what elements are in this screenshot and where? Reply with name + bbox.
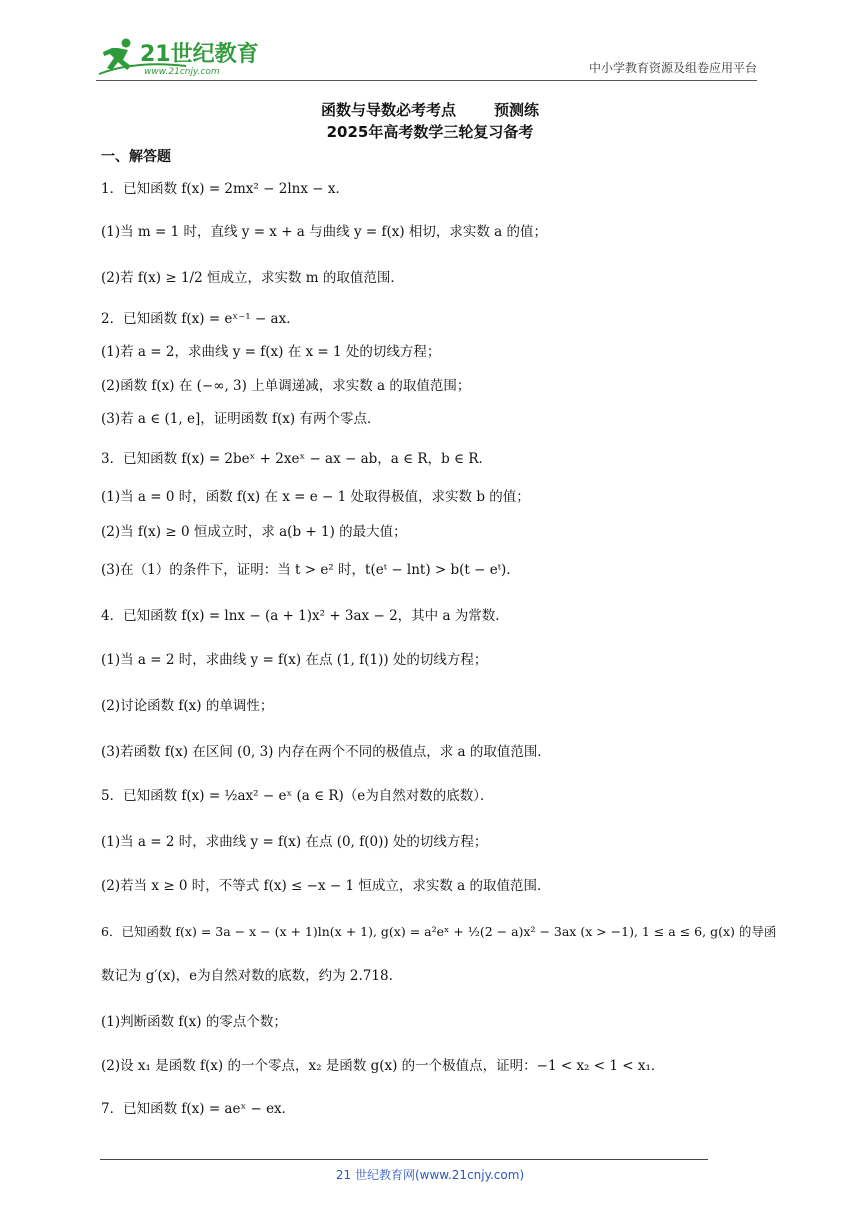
footer-link[interactable]: 21 世纪教育网(www.21cnjy.com) (335, 1168, 525, 1182)
problem-3-part-2: (2)当 f(x) ≥ 0 恒成立时，求 a(b + 1) 的最大值； (101, 524, 407, 540)
logo-url: www.21cnjy.com (144, 67, 220, 77)
platform-name: 中小学教育资源及组卷应用平台 (588, 61, 757, 75)
logo (96, 34, 266, 78)
problem-1-part-1: (1)当 m = 1 时，直线 y = x + a 与曲线 y = f(x) 相切，求实数 a 的值； (101, 224, 548, 240)
problem-6-part-1: (1)判断函数 f(x) 的零点个数； (101, 1014, 287, 1030)
problem-4-stem: 4．已知函数 f(x) = lnx − (a + 1)x² + 3ax − 2，其中 a 为常数． (101, 608, 509, 624)
problem-1-part-2: (2)若 f(x) ≥ 1/2 恒成立，求实数 m 的取值范围． (101, 270, 404, 286)
problem-2-part-2: (2)函数 f(x) 在 (−∞, 3) 上单调递减，求实数 a 的取值范围； (101, 378, 471, 394)
title-topic: 函数与导数必考考点 (320, 101, 456, 119)
title-line-2: 2025年高考数学三轮复习备考 (326, 123, 534, 141)
problem-1-stem: 1．已知函数 f(x) = 2mx² − 2lnx − x． (101, 181, 349, 197)
problem-3-part-1: (1)当 a = 0 时，函数 f(x) 在 x = e − 1 处取得极值，求实数 b 的值； (101, 489, 530, 505)
problem-4-part-3: (3)若函数 f(x) 在区间 (0, 3) 内存在两个不同的极值点，求 a 的取值范围． (101, 744, 551, 760)
problem-3-part-3: (3)在（1）的条件下，证明：当 t > e² 时，t(eᵗ − lnt) > b(t − eᵗ)． (101, 562, 520, 578)
problem-2-stem: 2．已知函数 f(x) = eˣ⁻¹ − ax． (101, 311, 300, 327)
document-title (0, 99, 860, 143)
problem-2-part-1: (1)若 a = 2，求曲线 y = f(x) 在 x = 1 处的切线方程； (101, 344, 441, 360)
problem-6-stem-cont: 数记为 g′(x)，e为自然对数的底数，约为 2.718. (101, 968, 393, 984)
problem-6-stem: 6．已知函数 f(x) = 3a − x − (x + 1)ln(x + 1), g(x) = a²eˣ + ½(2 − a)x² − 3ax (x > −1), 1 ≤ a ≤ 6, g(x) 的导函 (101, 924, 777, 939)
runner-icon (103, 39, 131, 71)
problem-5-part-1: (1)当 a = 2 时，求曲线 y = f(x) 在点 (0, f(0)) 处的切线方程； (101, 834, 488, 850)
page-header (96, 34, 757, 81)
problem-2-part-3: (3)若 a ∈ (1, e]，证明函数 f(x) 有两个零点． (101, 411, 381, 427)
footer-divider (100, 1159, 708, 1160)
problem-7-stem: 7．已知函数 f(x) = aeˣ − ex． (101, 1101, 296, 1117)
problem-5-stem: 5．已知函数 f(x) = ½ax² − eˣ (a ∈ R)（e为自然对数的底数）． (101, 788, 494, 804)
problem-4-part-2: (2)讨论函数 f(x) 的单调性； (101, 698, 274, 714)
title-line-1 (0, 99, 860, 121)
logo-brand: 21世纪教育 (140, 42, 259, 67)
problem-5-part-2: (2)若当 x ≥ 0 时，不等式 f(x) ≤ −x − 1 恒成立，求实数 a 的取值范围． (101, 878, 551, 894)
problem-4-part-1: (1)当 a = 2 时，求曲线 y = f(x) 在点 (1, f(1)) 处的切线方程； (101, 652, 488, 668)
problem-3-stem: 3．已知函数 f(x) = 2beˣ + 2xeˣ − ax − ab，a ∈ R，b ∈ R． (101, 451, 492, 467)
section-heading: 一、解答题 (101, 149, 171, 165)
title-type: 预测练 (494, 101, 540, 119)
problem-6-part-2: (2)设 x₁ 是函数 f(x) 的一个零点，x₂ 是函数 g(x) 的一个极值点，证明：−1 < x₂ < 1 < x₁． (101, 1058, 665, 1074)
